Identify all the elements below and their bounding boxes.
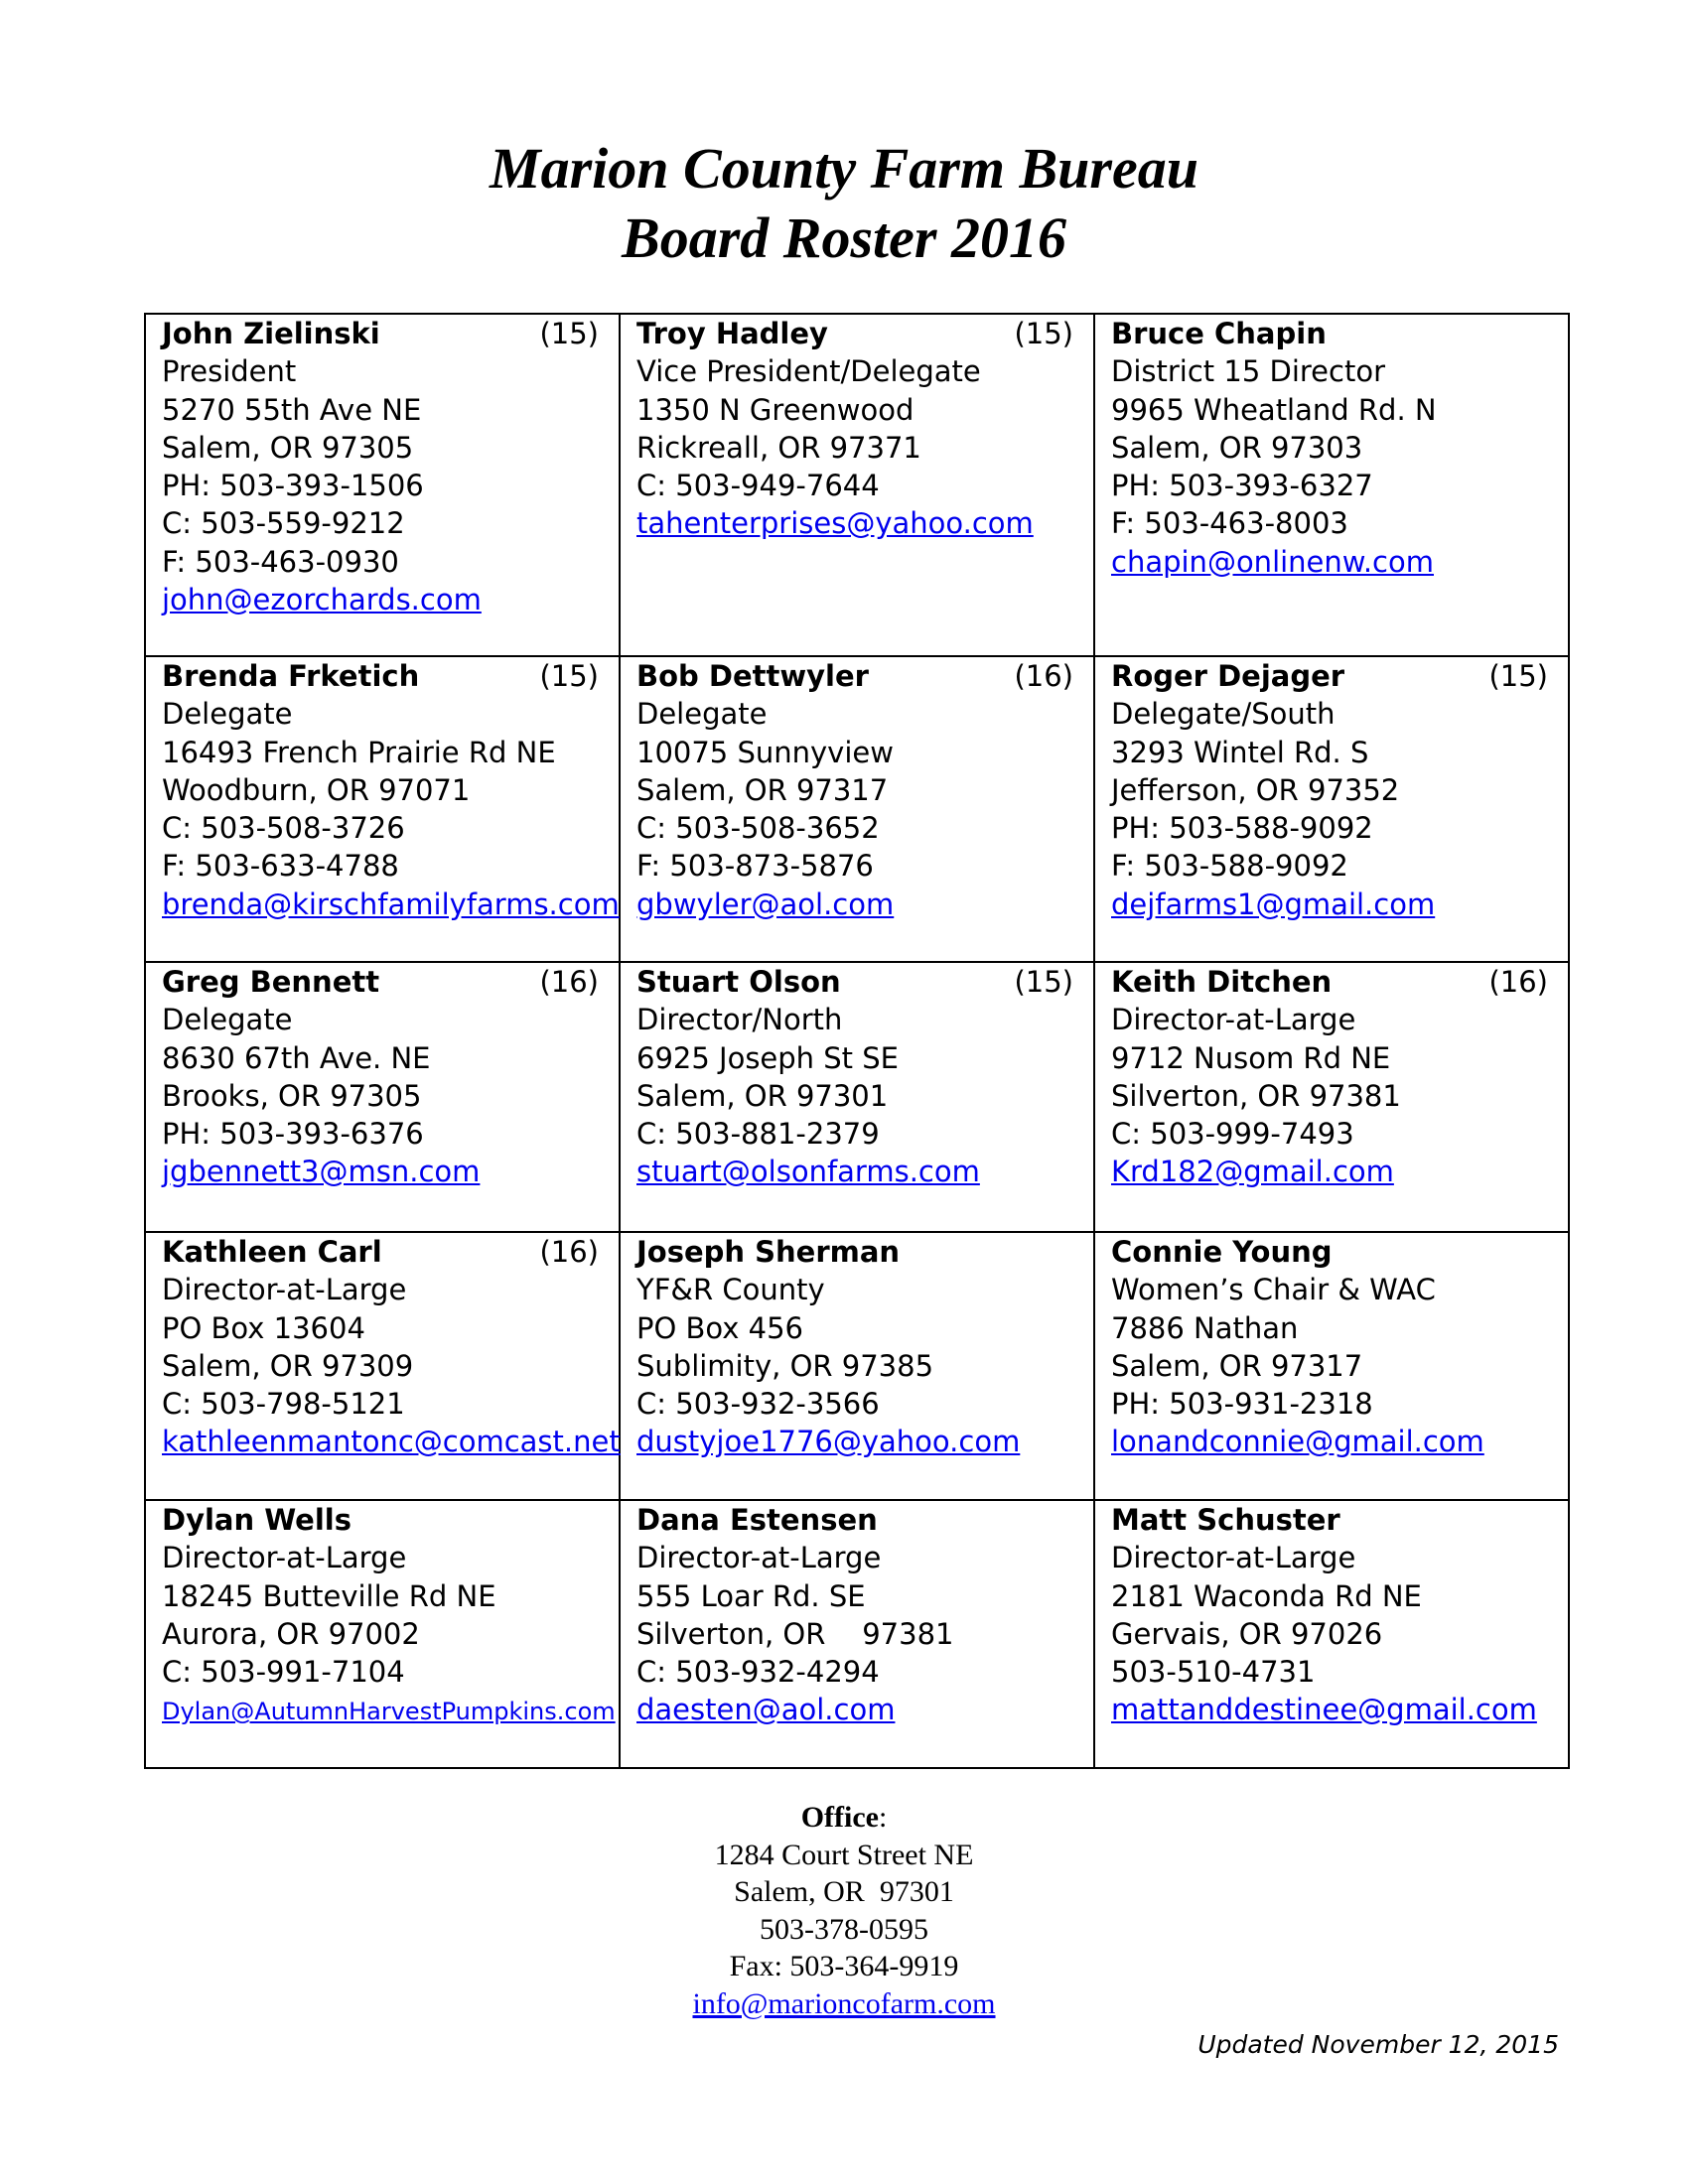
roster-row: [145, 1500, 1569, 1768]
member-card: [1094, 962, 1569, 1232]
board-roster-table: [144, 313, 1570, 1769]
member-term: (16): [1014, 659, 1073, 693]
member-name: Dana Estensen: [636, 1503, 878, 1537]
member-phone: PH: 503-393-1506: [162, 469, 424, 503]
member-cell: C: 503-881-2379: [636, 1117, 880, 1152]
member-term: (16): [539, 965, 599, 999]
member-card: [145, 1232, 620, 1500]
member-role: President: [162, 354, 297, 389]
member-phone: PH: 503-931-2318: [1111, 1387, 1373, 1422]
member-fax: F: 503-588-9092: [1111, 849, 1348, 884]
member-address-line1: 5270 55th Ave NE: [162, 392, 422, 427]
member-name: Dylan Wells: [162, 1503, 352, 1537]
member-card: [145, 656, 620, 962]
member-email-link[interactable]: dustyjoe1776@yahoo.com: [636, 1425, 1021, 1459]
member-name: Bruce Chapin: [1111, 317, 1327, 350]
member-card: [145, 314, 620, 656]
member-address-line2: Woodburn, OR 97071: [162, 772, 471, 807]
member-term: (16): [539, 1235, 599, 1269]
member-address-line1: PO Box 13604: [162, 1310, 365, 1345]
member-role: Vice President/Delegate: [636, 354, 981, 389]
member-card: [620, 962, 1094, 1232]
member-cell: C: 503-949-7644: [636, 469, 880, 503]
member-name: Greg Bennett: [162, 965, 380, 999]
member-email-link[interactable]: Dylan@AutumnHarvestPumpkins.com: [162, 1698, 616, 1726]
office-fax: Fax: 503-364-9919: [729, 1950, 959, 1982]
roster-row: [145, 962, 1569, 1232]
member-card: [1094, 1500, 1569, 1768]
office-address-line2: Salem, OR 97301: [734, 1875, 954, 1908]
member-cell: C: 503-508-3726: [162, 811, 405, 846]
member-address-line2: Salem, OR 97305: [162, 430, 414, 465]
office-email-link[interactable]: info@marioncofarm.com: [692, 1986, 996, 2020]
member-card: [145, 1500, 620, 1768]
member-phone: PH: 503-393-6376: [162, 1117, 424, 1152]
member-address-line1: 1350 N Greenwood: [636, 392, 914, 427]
member-fax: F: 503-873-5876: [636, 849, 874, 884]
office-info: [0, 1799, 1688, 2022]
member-name: Stuart Olson: [636, 965, 841, 999]
member-term: (15): [1488, 659, 1548, 693]
title-line-2: Board Roster 2016: [622, 205, 1066, 270]
member-address-line2: Salem, OR 97317: [636, 772, 889, 807]
member-phone: 503-510-4731: [1111, 1655, 1316, 1690]
member-card: [1094, 314, 1569, 656]
member-phone: PH: 503-393-6327: [1111, 469, 1373, 503]
member-role: Director-at-Large: [162, 1273, 407, 1307]
member-address-line2: Rickreall, OR 97371: [636, 430, 921, 465]
member-email-link[interactable]: jgbennett3@msn.com: [162, 1155, 481, 1189]
member-cell: C: 503-559-9212: [162, 506, 405, 541]
member-email-link[interactable]: stuart@olsonfarms.com: [636, 1155, 980, 1189]
member-email-link[interactable]: mattanddestinee@gmail.com: [1111, 1693, 1537, 1727]
member-fax: F: 503-463-8003: [1111, 506, 1348, 541]
member-address-line1: 555 Loar Rd. SE: [636, 1578, 866, 1613]
member-email-link[interactable]: chapin@onlinenw.com: [1111, 544, 1434, 579]
member-name: Kathleen Carl: [162, 1235, 382, 1269]
member-role: Director-at-Large: [1111, 1003, 1356, 1037]
member-email-link[interactable]: tahenterprises@yahoo.com: [636, 506, 1034, 541]
member-address-line1: 7886 Nathan: [1111, 1310, 1299, 1345]
member-term: (15): [539, 317, 599, 350]
member-name: Brenda Frketich: [162, 659, 420, 693]
office-address-line1: 1284 Court Street NE: [714, 1838, 974, 1871]
member-card: [1094, 656, 1569, 962]
member-address-line1: PO Box 456: [636, 1310, 804, 1345]
updated-date: Updated November 12, 2015: [1197, 2030, 1559, 2059]
roster-row: [145, 314, 1569, 656]
member-role: Delegate: [162, 1003, 293, 1037]
member-email-link[interactable]: lonandconnie@gmail.com: [1111, 1425, 1484, 1459]
member-phone: PH: 503-588-9092: [1111, 811, 1373, 846]
member-address-line2: Silverton, OR 97381: [1111, 1078, 1401, 1113]
member-email-link[interactable]: john@ezorchards.com: [162, 583, 482, 617]
member-address-line1: 16493 French Prairie Rd NE: [162, 735, 556, 769]
member-cell: C: 503-991-7104: [162, 1655, 405, 1690]
member-address-line2: Salem, OR 97301: [636, 1078, 889, 1113]
member-name: Bob Dettwyler: [636, 659, 869, 693]
member-address-line2: Salem, OR 97309: [162, 1348, 414, 1383]
member-name: Keith Ditchen: [1111, 965, 1333, 999]
member-card: [620, 314, 1094, 656]
member-name: Troy Hadley: [636, 317, 828, 350]
member-address-line1: 6925 Joseph St SE: [636, 1040, 900, 1075]
member-address-line2: Gervais, OR 97026: [1111, 1616, 1383, 1651]
member-fax: F: 503-633-4788: [162, 849, 399, 884]
member-address-line1: 8630 67th Ave. NE: [162, 1040, 431, 1075]
member-role: Director/North: [636, 1003, 843, 1037]
member-address-line2: Salem, OR 97303: [1111, 430, 1363, 465]
member-name: Joseph Sherman: [636, 1235, 901, 1269]
member-role: Women’s Chair & WAC: [1111, 1273, 1436, 1307]
member-address-line1: 3293 Wintel Rd. S: [1111, 735, 1369, 769]
member-name: Connie Young: [1111, 1235, 1333, 1269]
member-cell: C: 503-999-7493: [1111, 1117, 1354, 1152]
member-role: Delegate/South: [1111, 697, 1336, 732]
member-address-line2: Brooks, OR 97305: [162, 1078, 422, 1113]
member-address-line1: 18245 Butteville Rd NE: [162, 1578, 496, 1613]
member-term: (16): [1488, 965, 1548, 999]
member-role: Delegate: [636, 697, 768, 732]
member-fax: F: 503-463-0930: [162, 544, 399, 579]
member-address-line1: 9965 Wheatland Rd. N: [1111, 392, 1437, 427]
member-address-line2: Aurora, OR 97002: [162, 1616, 420, 1651]
member-address-line1: 10075 Sunnyview: [636, 735, 894, 769]
office-heading-colon: :: [878, 1801, 888, 1834]
member-name: Matt Schuster: [1111, 1503, 1340, 1537]
member-role: Director-at-Large: [1111, 1541, 1356, 1575]
roster-row: [145, 1232, 1569, 1500]
member-cell: C: 503-508-3652: [636, 811, 880, 846]
member-card: [620, 656, 1094, 962]
member-role: Delegate: [162, 697, 293, 732]
member-email-link[interactable]: daesten@aol.com: [636, 1693, 896, 1727]
office-phone: 503-378-0595: [760, 1912, 928, 1946]
roster-row: [145, 656, 1569, 962]
member-email-link[interactable]: brenda@kirschfamilyfarms.com: [162, 887, 620, 921]
member-term: (15): [539, 659, 599, 693]
member-cell: C: 503-932-3566: [636, 1387, 880, 1422]
member-address-line2: Silverton, OR 97381: [636, 1616, 954, 1651]
member-cell: C: 503-932-4294: [636, 1655, 880, 1690]
title-line-1: Marion County Farm Bureau: [490, 136, 1198, 201]
member-card: [620, 1232, 1094, 1500]
member-name: Roger Dejager: [1111, 659, 1345, 693]
member-address-line2: Jefferson, OR 97352: [1111, 772, 1400, 807]
member-role: YF&R County: [636, 1273, 825, 1307]
member-address-line2: Sublimity, OR 97385: [636, 1348, 934, 1383]
member-role: Director-at-Large: [636, 1541, 882, 1575]
member-email-link[interactable]: gbwyler@aol.com: [636, 887, 895, 921]
member-card: [145, 962, 620, 1232]
member-term: (15): [1014, 965, 1073, 999]
member-role: Director-at-Large: [162, 1541, 407, 1575]
member-term: (15): [1014, 317, 1073, 350]
member-address-line1: 9712 Nusom Rd NE: [1111, 1040, 1391, 1075]
member-cell: C: 503-798-5121: [162, 1387, 405, 1422]
office-heading: Office: [800, 1801, 879, 1834]
member-card: [620, 1500, 1094, 1768]
page-title: [0, 134, 1688, 273]
member-email-link[interactable]: dejfarms1@gmail.com: [1111, 887, 1436, 921]
member-email-link[interactable]: Krd182@gmail.com: [1111, 1155, 1394, 1189]
member-address-line1: 2181 Waconda Rd NE: [1111, 1578, 1422, 1613]
member-email-link[interactable]: kathleenmantonc@comcast.net: [162, 1425, 621, 1459]
member-name: John Zielinski: [162, 317, 380, 350]
member-role: District 15 Director: [1111, 354, 1385, 389]
member-address-line2: Salem, OR 97317: [1111, 1348, 1363, 1383]
member-card: [1094, 1232, 1569, 1500]
